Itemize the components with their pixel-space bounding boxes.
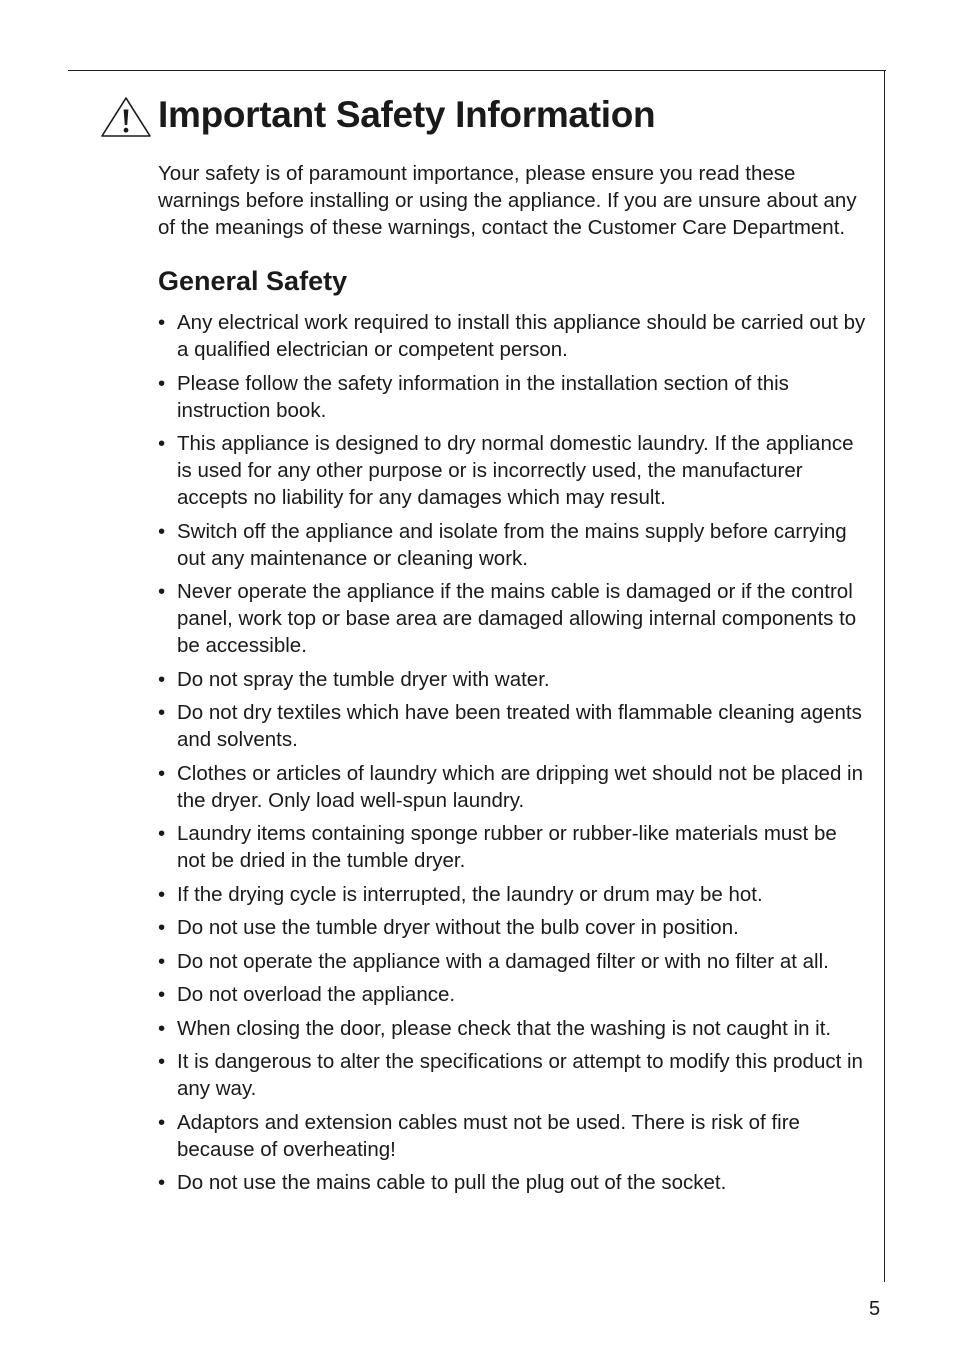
bullet-icon: • xyxy=(158,882,166,906)
list-item xyxy=(158,1048,870,1102)
list-item-text: If the drying cycle is interrupted, the laundry or drum may be hot. xyxy=(177,882,763,906)
bullet-icon: • xyxy=(158,949,166,973)
list-item xyxy=(158,914,870,941)
list-item xyxy=(158,430,870,511)
bullet-icon: • xyxy=(158,432,166,455)
list-item-text: Switch off the appliance and isolate from the mains supply before carrying out any maintenance or cleaning work. xyxy=(177,519,847,570)
bullet-icon: • xyxy=(158,701,166,724)
bullet-icon: • xyxy=(158,1050,166,1073)
warning-triangle-icon xyxy=(100,95,152,139)
list-item xyxy=(158,981,870,1008)
list-item xyxy=(158,760,870,814)
bullet-icon: • xyxy=(158,371,166,395)
list-item-text: Do not use the tumble dryer without the bulb cover in position. xyxy=(177,916,739,939)
list-item-text: Do not dry textiles which have been treated with flammable cleaning agents and solvents. xyxy=(177,701,862,751)
list-item xyxy=(158,1015,870,1042)
list-item-text: This appliance is designed to dry normal domestic laundry. If the appliance is used for any other purpose or is incorrectly used, the manufacturer accepts no liability for any damages which may result. xyxy=(177,432,854,509)
safety-list xyxy=(158,309,870,1196)
list-item xyxy=(158,370,870,424)
list-item xyxy=(158,1109,870,1163)
top-rule xyxy=(68,70,886,71)
general-safety-heading: General Safety xyxy=(158,266,348,296)
list-item-text: Laundry items containing sponge rubber or rubber-like materials must be not be dried in the tumble dryer. xyxy=(177,822,837,872)
list-item xyxy=(158,881,870,908)
list-item-text: Clothes or articles of laundry which are dripping wet should not be placed in the dryer. Only load well-spun laundry. xyxy=(177,761,863,812)
list-item xyxy=(158,948,870,975)
list-item-text: Do not use the mains cable to pull the plug out of the socket. xyxy=(177,1171,727,1194)
bullet-icon: • xyxy=(158,311,166,334)
list-item xyxy=(158,518,870,572)
list-item-text: Never operate the appliance if the mains cable is damaged or if the control panel, work top or base area are damaged allowing internal components to be accessible. xyxy=(177,580,857,657)
list-item xyxy=(158,820,870,874)
bullet-icon: • xyxy=(158,761,166,785)
page-title: Important Safety Information xyxy=(158,94,656,135)
list-item-text: Any electrical work required to install this appliance should be carried out by a qualified electrician or competent person. xyxy=(177,311,866,361)
bullet-icon: • xyxy=(158,1171,166,1194)
bullet-icon: • xyxy=(158,916,166,939)
list-item xyxy=(158,666,870,693)
list-item-text: Do not overload the appliance. xyxy=(177,983,456,1006)
bullet-icon: • xyxy=(158,983,166,1006)
list-item xyxy=(158,1169,870,1196)
list-item xyxy=(158,699,870,753)
intro-paragraph: Your safety is of paramount importance, please ensure you read these warnings before installing or using the appliance. If you are unsure about any of the meanings of these warnings, contact the Customer Care Department. xyxy=(158,162,857,239)
bullet-icon: • xyxy=(158,822,166,845)
list-item-text: Do not spray the tumble dryer with water. xyxy=(177,667,550,691)
page-number: 5 xyxy=(869,1298,881,1320)
list-item-text: Adaptors and extension cables must not be used. There is risk of fire because of overheating! xyxy=(177,1110,800,1161)
bullet-icon: • xyxy=(158,519,166,543)
list-item-text: When closing the door, please check that the washing is not caught in it. xyxy=(177,1016,832,1040)
list-item-text: Do not operate the appliance with a damaged filter or with no filter at all. xyxy=(177,949,829,973)
bullet-icon: • xyxy=(158,1110,166,1134)
list-item xyxy=(158,309,870,363)
main-content xyxy=(158,160,870,1203)
list-item-text: It is dangerous to alter the specifications or attempt to modify this product in any way. xyxy=(177,1050,863,1100)
list-item xyxy=(158,578,870,659)
bullet-icon: • xyxy=(158,667,166,691)
list-item-text: Please follow the safety information in the installation section of this instruction book. xyxy=(177,371,789,422)
bullet-icon: • xyxy=(158,580,166,603)
right-rule xyxy=(884,70,885,1282)
bullet-icon: • xyxy=(158,1016,166,1040)
